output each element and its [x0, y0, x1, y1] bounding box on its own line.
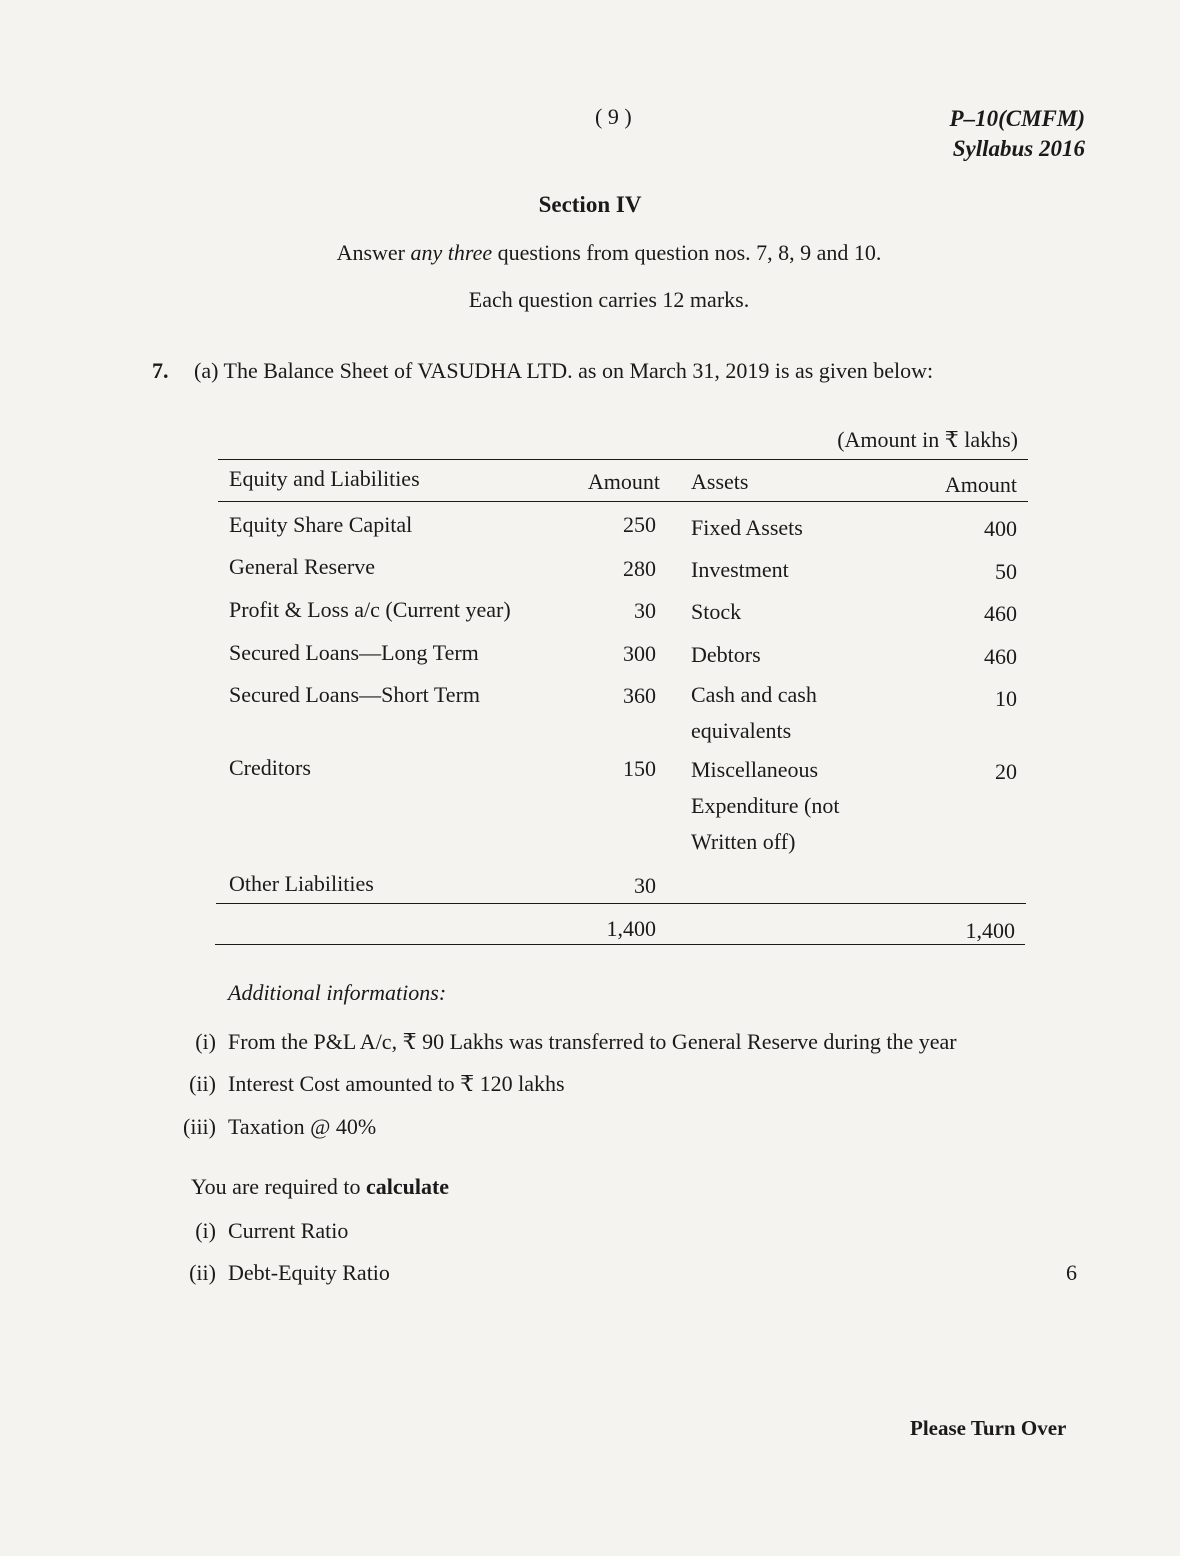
header-assets: Assets: [691, 469, 749, 494]
item-text: Current Ratio: [228, 1218, 349, 1243]
asset-label-line3: Written off): [691, 829, 796, 854]
additional-info-title: Additional informations:: [228, 980, 447, 1005]
instruction-post: questions from question nos. 7, 8, 9 and 10.: [492, 240, 882, 265]
liability-amount: 300: [623, 641, 656, 666]
question-text: (a) The Balance Sheet of VASUDHA LTD. as on March 31, 2019 is as given below:: [194, 358, 934, 383]
marks-note: Each question carries 12 marks.: [468, 287, 750, 312]
section-title: Section IV: [538, 192, 642, 217]
asset-label: Investment: [691, 557, 789, 582]
asset-amount: 460: [984, 644, 1017, 669]
total-bottom-rule: [215, 944, 1025, 945]
liability-amount: 30: [634, 598, 656, 623]
section-instruction: [0, 240, 1180, 266]
asset-label: Fixed Assets: [691, 515, 803, 540]
header-asset-amount: Amount: [944, 472, 1017, 497]
requirement-pre: You are required to: [191, 1174, 366, 1199]
liability-amount: 360: [623, 683, 656, 708]
paper-code-line2: Syllabus 2016: [952, 136, 1085, 161]
liability-amount: 250: [623, 512, 656, 537]
item-text: Taxation @ 40%: [228, 1114, 377, 1139]
item-text: Debt-Equity Ratio: [228, 1260, 390, 1285]
requirement-bold: calculate: [365, 1174, 450, 1199]
item-text: Interest Cost amounted to ₹ 120 lakhs: [228, 1071, 565, 1096]
asset-amount: 50: [995, 559, 1017, 584]
liability-amount: 30: [634, 873, 656, 898]
unit-note: (Amount in ₹ lakhs): [837, 427, 1018, 452]
liability-label: Equity Share Capital: [229, 512, 413, 537]
instruction-emphasis: any three: [410, 240, 493, 265]
question-marks: 6: [1066, 1260, 1077, 1285]
asset-amount: 400: [984, 516, 1017, 541]
paper-code: [950, 104, 1085, 164]
liability-label: General Reserve: [229, 554, 375, 579]
asset-label: Debtors: [691, 642, 761, 667]
asset-label-line1: Miscellaneous: [691, 757, 819, 782]
liability-label: Secured Loans—Short Term: [229, 682, 481, 707]
item-roman: (i): [195, 1029, 216, 1054]
paper-code-line1: P–10(CMFM): [949, 106, 1085, 131]
liability-label: Profit & Loss a/c (Current year): [229, 597, 511, 622]
page-number: ( 9 ): [595, 104, 632, 129]
asset-amount: 10: [995, 686, 1017, 711]
item-roman: (ii): [189, 1071, 216, 1096]
please-turn-over: Please Turn Over: [910, 1416, 1067, 1440]
header-liabilities: Equity and Liabilities: [229, 466, 420, 491]
item-roman: (iii): [183, 1114, 216, 1139]
liability-label: Secured Loans—Long Term: [229, 640, 479, 665]
asset-label: Stock: [691, 599, 742, 624]
header-liab-amount: Amount: [587, 469, 660, 494]
liability-amount: 280: [623, 556, 656, 581]
liability-amount: 150: [623, 756, 656, 781]
header-rule: [218, 501, 1028, 502]
liability-label: Creditors: [229, 755, 311, 780]
item-roman: (ii): [189, 1260, 216, 1285]
item-text: From the P&L A/c, ₹ 90 Lakhs was transferred to General Reserve during the year: [228, 1029, 957, 1054]
question-number: 7.: [152, 358, 169, 383]
total-liabilities: 1,400: [606, 916, 656, 941]
asset-amount: 460: [984, 601, 1017, 626]
instruction-pre: Answer: [336, 240, 411, 265]
total-top-rule: [216, 903, 1026, 904]
asset-label-line1: Cash and cash: [691, 682, 817, 707]
asset-amount: 20: [995, 759, 1017, 784]
asset-label-line2: Expenditure (not: [691, 793, 840, 818]
total-assets: 1,400: [965, 918, 1015, 943]
requirement-text: [191, 1174, 449, 1200]
asset-label-line2: equivalents: [691, 718, 792, 743]
table-top-rule: [218, 459, 1028, 460]
liability-label: Other Liabilities: [229, 871, 374, 896]
item-roman: (i): [195, 1218, 216, 1243]
